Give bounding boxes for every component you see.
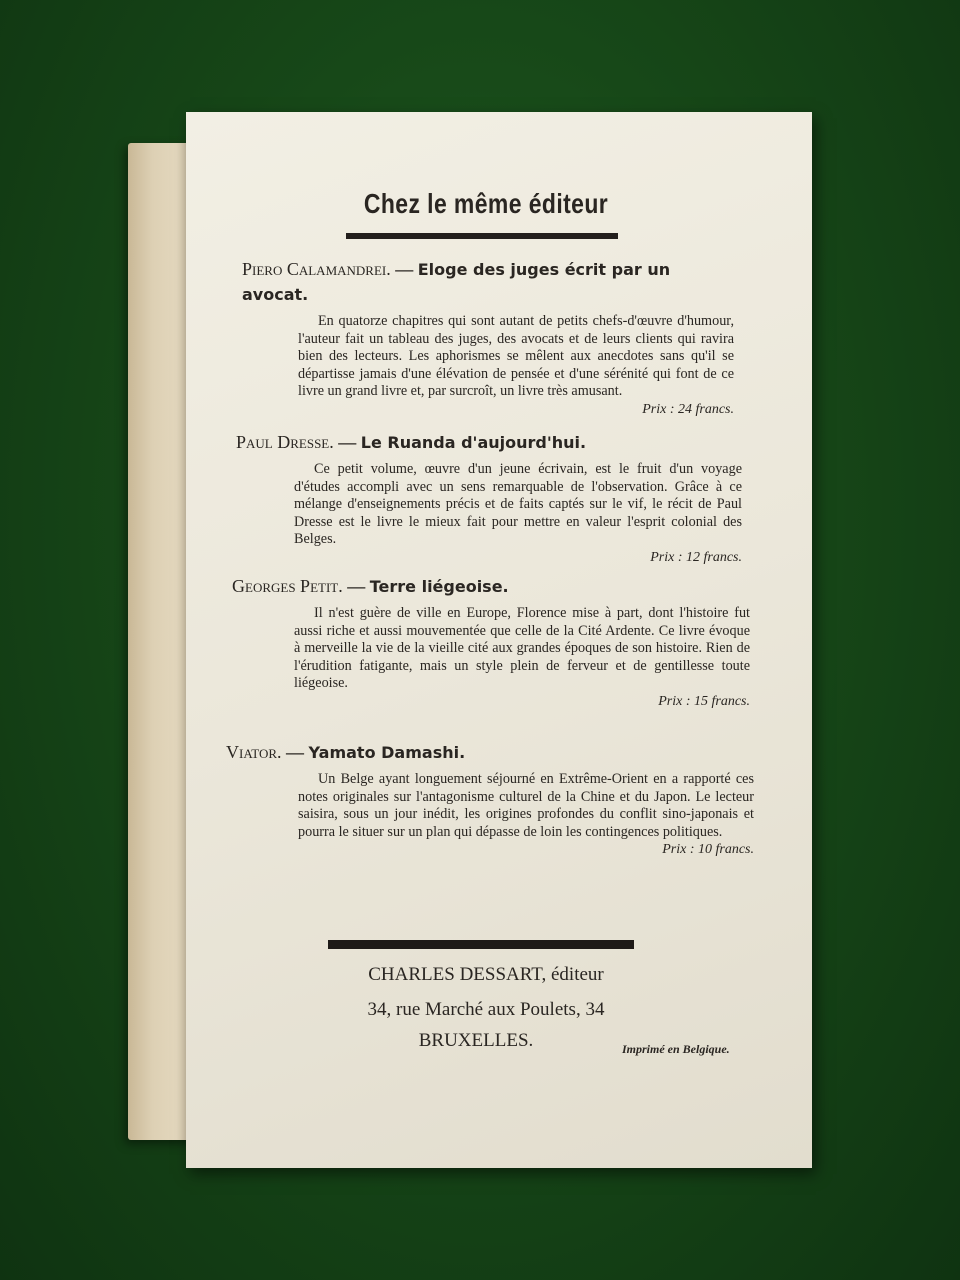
- entry-author: Georges Petit.: [232, 576, 343, 596]
- publisher-address: 34, rue Marché aux Poulets, 34: [367, 999, 605, 1020]
- entry-author: Paul Dresse.: [236, 432, 334, 452]
- entry-description: Un Belge ayant longuement séjourné en Extrême-Orient en a rapporté ces notes originales sur l'antagonisme culturel de la Chine et du Japon. Le lecteur saisira, sous un jour inédit, les origines profondes du conflit sino-japonais et pourra le situer sur un plan qui dépasse de loin les contingences politiques.: [298, 771, 754, 840]
- entry-description: Il n'est guère de ville en Europe, Florence mise à part, dont l'histoire fut aussi riche et aussi mouvementée que celle de la Cité Ardente. Ce livre évoque à merveille la vie de la vieille cité aux grandes époques de son histoire. Rien de l'érudition fatigante, mais un style plein de ferveur et de gentillesse toute liégeoise.: [294, 605, 750, 692]
- book-back-cover: [186, 112, 812, 1168]
- entry-dash: —: [347, 576, 366, 596]
- entry-price: Prix : 10 francs.: [662, 842, 754, 858]
- entry-header: [236, 430, 742, 455]
- printed-in-belgium: Imprimé en Belgique.: [622, 1042, 730, 1056]
- publisher-name: CHARLES DESSART, éditeur: [368, 964, 604, 985]
- entry-author: Piero Calamandrei.: [242, 259, 391, 279]
- entry-dash: —: [395, 259, 414, 279]
- bottom-rule: [328, 940, 634, 949]
- entry-author: Viator.: [226, 742, 282, 762]
- entry-dash: —: [286, 742, 305, 762]
- heading-underline: [346, 233, 618, 239]
- book-entry-petit: [232, 574, 750, 710]
- entry-price: Prix : 15 francs.: [658, 693, 750, 709]
- entry-title: Le Ruanda d'aujourd'hui.: [360, 433, 587, 452]
- book-entry-calamandrei: [242, 257, 734, 418]
- entry-header: [232, 574, 750, 599]
- entry-description: En quatorze chapitres qui sont autant de petits chefs-d'œuvre d'humour, l'auteur fait un tableau des juges, des avocats et de leurs clients qui ravira bien des lecteurs. Les aphorismes se mêlent aux anecdotes sans qu'il se départisse jamais d'une élévation de pensée et d'une sérénité qui font de ce livre un grand livre et, par surcroît, un livre très amusant.: [298, 313, 734, 400]
- entry-title: Eloge des juges écrit par un avocat.: [242, 260, 671, 304]
- entry-title: Yamato Damashi.: [308, 743, 466, 762]
- entry-header: [242, 257, 734, 307]
- entry-header: [226, 740, 754, 765]
- entry-price: Prix : 24 francs.: [642, 401, 734, 417]
- entry-price: Prix : 12 francs.: [650, 549, 742, 565]
- entry-description: Ce petit volume, œuvre d'un jeune écrivain, est le fruit d'un voyage d'études accompli avec un sens remarquable de l'observation. Grâce à ce mélange d'enseignements précis et de faits captés sur le vif, le récit de Paul Dresse est le livre le mieux fait pour mettre en valeur l'esprit colonial des Belges.: [294, 461, 742, 548]
- page-heading: Chez le même éditeur: [363, 188, 609, 219]
- entry-title: Terre liégeoise.: [369, 577, 509, 596]
- book-entry-viator: [226, 740, 754, 858]
- publisher-city: BRUXELLES.: [418, 1030, 534, 1051]
- entry-dash: —: [338, 432, 357, 452]
- book-entry-dresse: [236, 430, 742, 566]
